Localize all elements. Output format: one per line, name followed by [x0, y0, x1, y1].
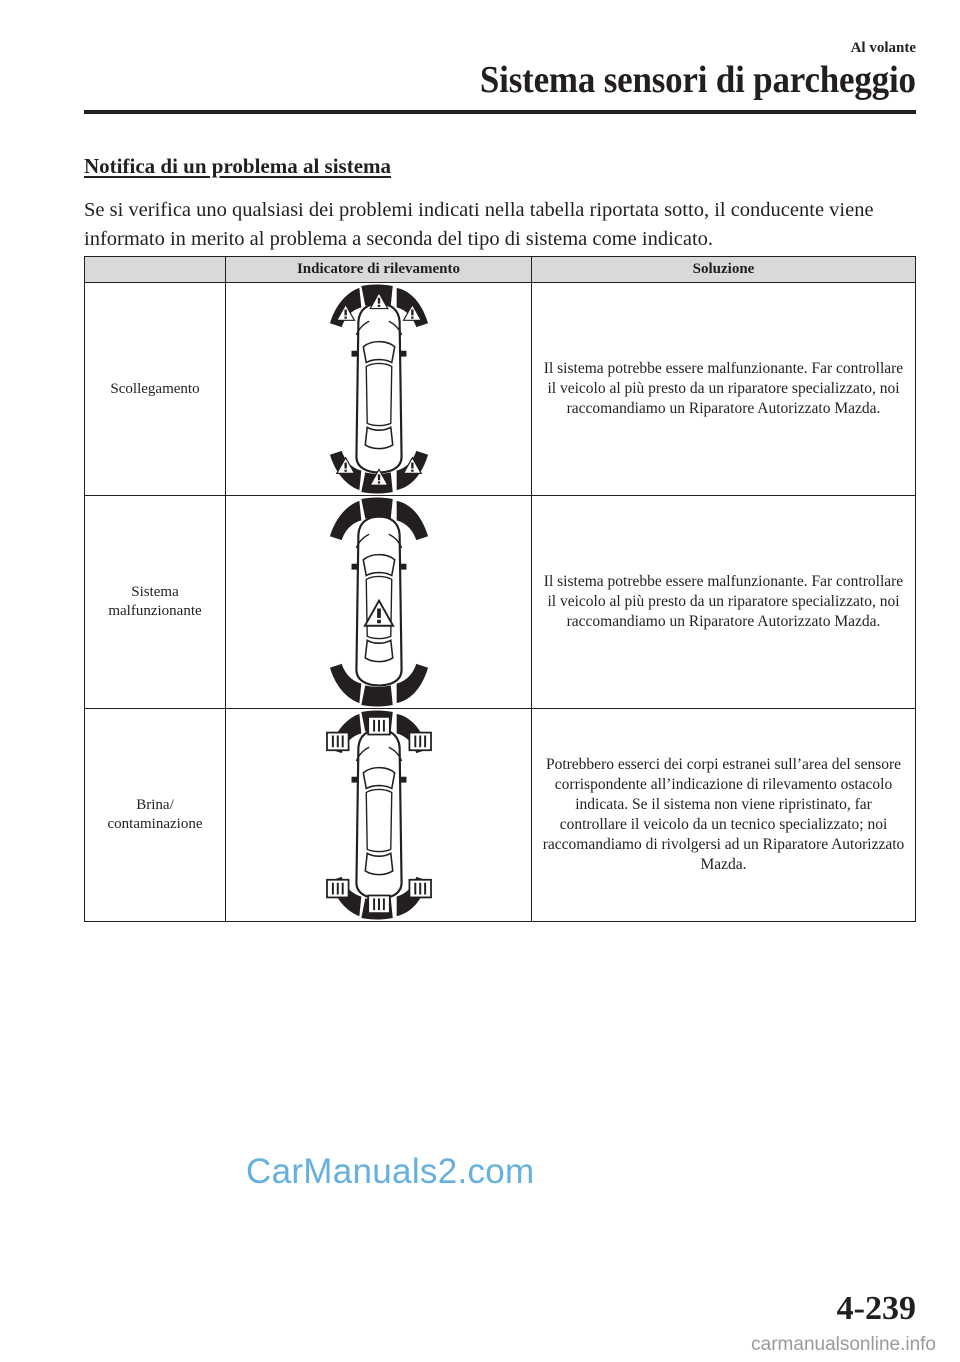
- table-row: [85, 709, 916, 922]
- solution-cell: Il sistema potrebbe essere malfunzionante. Far controllare il veicolo al più presto da un riparatore specializzato, noi raccomandiamo un Riparatore Autorizzato Mazda.: [532, 496, 916, 709]
- subheading: Notifica di un problema al sistema: [84, 154, 392, 178]
- indicator-cell: [226, 283, 532, 496]
- footer-site: carmanualsonline.info: [751, 1334, 936, 1355]
- indicator-cell: [226, 709, 532, 922]
- table-row: [85, 496, 916, 709]
- car-sensors-disconnected-warning-icon: [323, 284, 435, 494]
- table-header-row: [85, 257, 916, 283]
- indicator-cell: [226, 496, 532, 709]
- table-header-solution: Soluzione: [532, 257, 916, 283]
- table-header-condition: [85, 257, 226, 283]
- problem-table: [84, 256, 916, 922]
- car-sensors-malfunction-warning-icon: [323, 497, 435, 707]
- car-sensors-frost-contamination-icon: [323, 710, 435, 920]
- solution-cell: Il sistema potrebbe essere malfunzionante. Far controllare il veicolo al più presto da un riparatore specializzato, noi raccomandiamo un Riparatore Autorizzato Mazda.: [532, 283, 916, 496]
- intro-paragraph: Se si verifica uno qualsiasi dei problemi indicati nella tabella riportata sotto, il conducente viene informato in merito al problema a seconda del tipo di sistema come indicato.: [84, 199, 874, 250]
- solution-cell: Potrebbero esserci dei corpi estranei sull’area del sensore corrispondente all’indicazione di rilevamento ostacolo indicata. Se il sistema non viene ripristinato, far controllare il veicolo da un tecnico specializzato; noi raccomandiamo di rivolgersi ad un Riparatore Autorizzato Mazda.: [532, 709, 916, 922]
- page-number: 4-239: [836, 1290, 916, 1327]
- condition-cell: Sistema malfunzionante: [85, 496, 226, 709]
- section-label: Al volante: [850, 40, 916, 56]
- title-divider: [84, 110, 916, 114]
- table-header-indicator: Indicatore di rilevamento: [226, 257, 532, 283]
- page-title: Sistema sensori di parcheggio: [480, 59, 916, 101]
- condition-cell: Scollegamento: [85, 283, 226, 496]
- condition-cell: Brina/ contaminazione: [85, 709, 226, 922]
- watermark: CarManuals2.com: [246, 1152, 535, 1191]
- table-row: [85, 283, 916, 496]
